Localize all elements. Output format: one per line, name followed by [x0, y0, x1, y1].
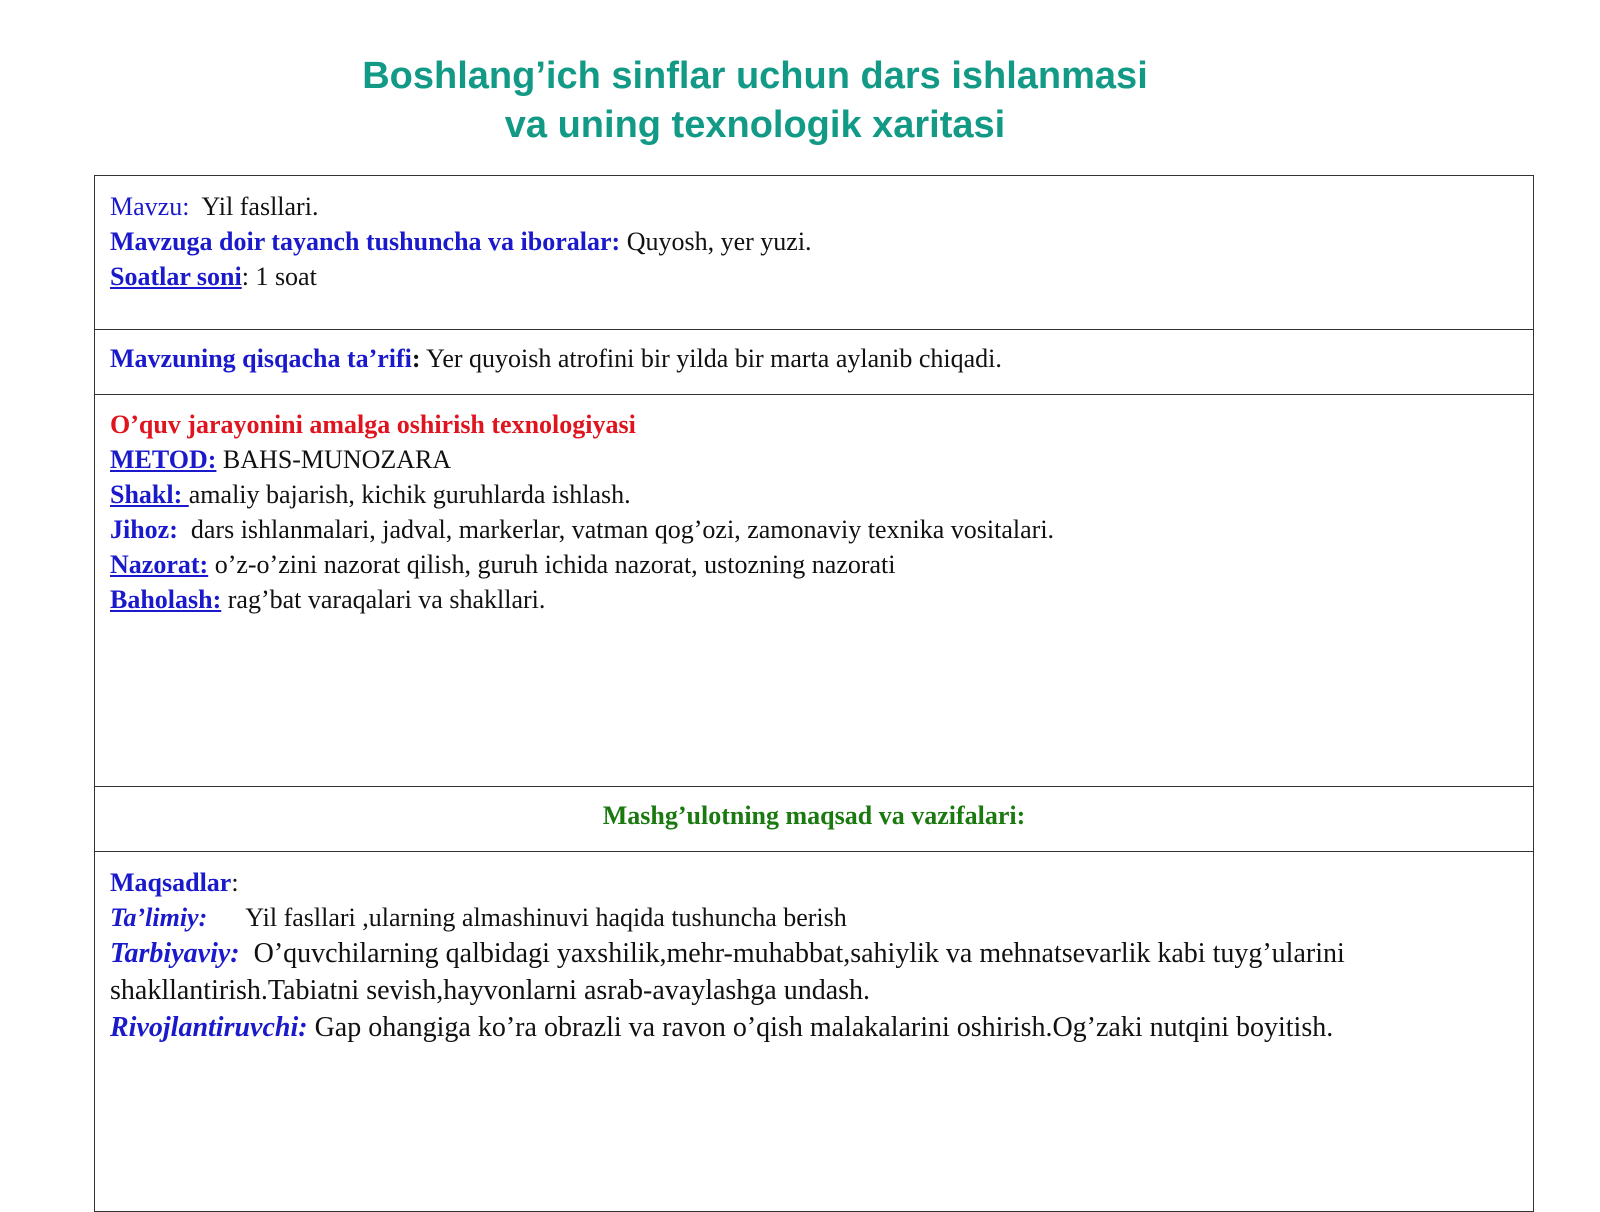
aims-line [110, 865, 1518, 900]
technology-heading: O’quv jarayonini amalga oshirish texnologiyasi [110, 410, 636, 439]
equipment-label: Jihoz: [110, 515, 178, 544]
assessment-label: Baholash: [110, 585, 222, 614]
lesson-plan-table [94, 175, 1534, 1212]
summary-colon: : [411, 344, 421, 373]
developmental-value: Gap ohangiga ko’ra obrazli va ravon o’qish malakalarini oshirish.Og’zaki nutqini boyitish. [314, 1012, 1334, 1043]
method-line [110, 442, 1518, 477]
upbringing-block [110, 935, 1518, 1009]
equipment-line [110, 512, 1518, 547]
hours-label: Soatlar soni [110, 262, 242, 291]
topic-line [110, 189, 1518, 224]
hours-line [110, 259, 1518, 294]
topic-label: Mavzu: [110, 192, 190, 221]
control-value: o’z-o’zini nazorat qilish, guruh ichida nazorat, ustozning nazorati [214, 550, 896, 579]
summary-row [95, 330, 1534, 395]
topic-value: Yil fasllari. [201, 192, 319, 221]
summary-cell [95, 330, 1534, 395]
key-concepts-label: Mavzuga doir tayanch tushuncha va iboralar: [110, 227, 621, 256]
method-label: METOD: [110, 445, 217, 474]
form-value: amaliy bajarish, kichik guruhlarda ishlash. [188, 480, 631, 509]
aims-colon: : [231, 868, 239, 897]
title-line-2: va uning texnologik xaritasi [504, 104, 1006, 146]
control-line [110, 547, 1518, 582]
goals-cell [95, 852, 1534, 1212]
topic-row [95, 176, 1534, 330]
upbringing-label: Tarbiyaviy: [110, 938, 240, 969]
aims-label: Maqsadlar [110, 868, 232, 897]
assessment-value: rag’bat varaqalari va shakllari. [227, 585, 546, 614]
method-value: BAHS-MUNOZARA [222, 445, 452, 474]
developmental-label: Rivojlantiruvchi: [110, 1012, 308, 1043]
summary-label: Mavzuning qisqacha ta’rifi [110, 344, 412, 373]
goals-heading-row [95, 787, 1534, 852]
summary-line [110, 341, 1518, 376]
control-label: Nazorat: [110, 550, 209, 579]
hours-value: : 1 soat [241, 262, 317, 291]
topic-cell [95, 176, 1534, 330]
summary-value: Yer quyoish atrofini bir yilda bir marta aylanib chiqadi. [426, 344, 1002, 373]
educational-line [110, 900, 1518, 935]
technology-row [95, 395, 1534, 787]
assessment-line [110, 582, 1518, 617]
document-title [0, 52, 1510, 150]
key-concepts-line [110, 224, 1518, 259]
upbringing-value: O’quvchilarning qalbidagi yaxshilik,mehr-muhabbat,sahiylik va mehnatsevarlik kabi tuyg’ularini shakllantirish.Tabiatni sevish,hayvonlarni asrab-avaylashga undash. [110, 938, 1345, 1006]
goals-heading: Mashg’ulotning maqsad va vazifalari: [602, 801, 1026, 830]
form-line [110, 477, 1518, 512]
form-label: Shakl: [110, 480, 189, 509]
key-concepts-value: Quyosh, yer yuzi. [626, 227, 812, 256]
educational-label: Ta’limiy: [110, 903, 208, 932]
goals-row [95, 852, 1534, 1212]
title-line-1: Boshlang’ich sinflar uchun dars ishlanmasi [362, 55, 1148, 97]
goals-heading-cell [95, 787, 1534, 852]
educational-value: Yil fasllari ,ularning almashinuvi haqida tushuncha berish [245, 903, 847, 932]
equipment-value: dars ishlanmalari, jadval, markerlar, vatman qog’ozi, zamonaviy texnika vositalari. [190, 515, 1055, 544]
developmental-line [110, 1009, 1518, 1046]
technology-cell [95, 395, 1534, 787]
